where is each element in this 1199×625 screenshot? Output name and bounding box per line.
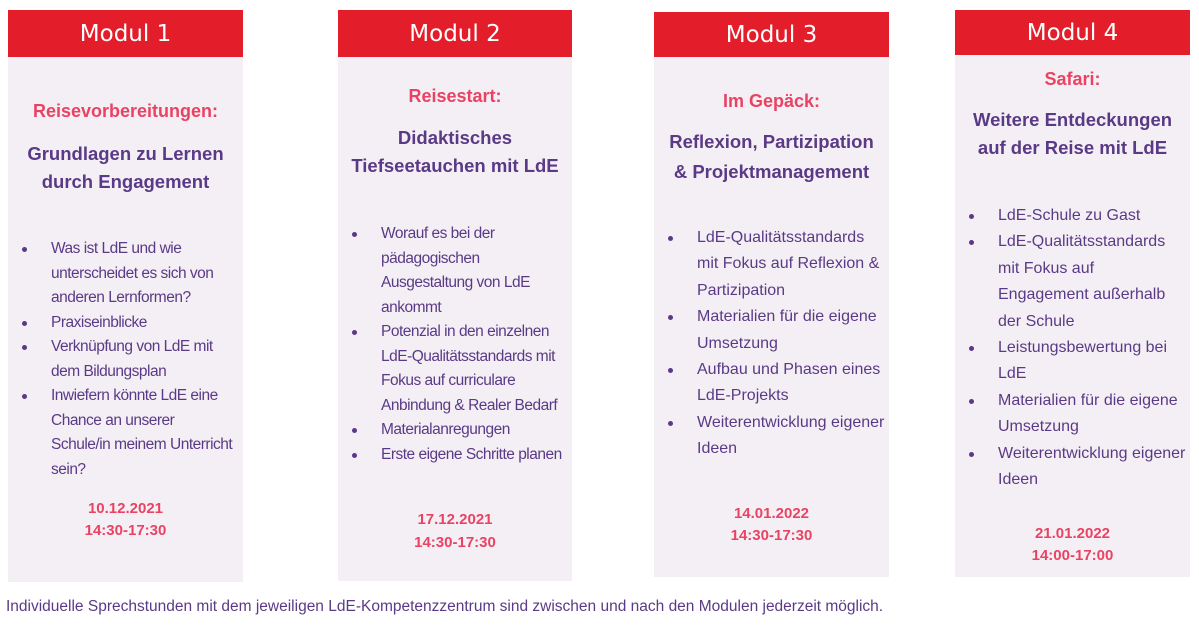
module-card-1 — [8, 57, 243, 582]
list-item: Verknüpfung von LdE mit dem Bildungsplan — [22, 335, 234, 384]
list-item: Potenzial in den einzelnen LdE-Qualitätsstandards mit Fokus auf curriculare Anbindung & Realer Bedarf — [352, 320, 564, 418]
module-heading: Reflexion, Partizipation & Projektmanagement — [669, 131, 874, 182]
module-topic-list — [352, 222, 564, 467]
module-header-2: Modul 2 — [338, 10, 572, 57]
module-date: 10.12.2021 — [87, 500, 164, 517]
module-time: 14:30-17:30 — [414, 534, 496, 551]
module-header-3: Modul 3 — [654, 12, 889, 57]
module-header-1: Modul 1 — [8, 10, 243, 57]
module-header-4: Modul 4 — [955, 10, 1190, 55]
module-heading: Didaktisches Tiefseetauchen mit LdE — [351, 127, 559, 176]
list-item: Weiterentwicklung eigener Ideen — [969, 441, 1187, 494]
module-topic-list — [668, 225, 886, 463]
list-item: LdE-Qualitätsstandards mit Fokus auf Reflexion & Partizipation — [668, 225, 886, 304]
list-item: Worauf es bei der pädagogischen Ausgestaltung von LdE ankommt — [352, 222, 564, 320]
module-subtitle: Safari: — [1044, 69, 1101, 89]
list-item: LdE-Qualitätsstandards mit Fokus auf Engagement außerhalb der Schule — [969, 229, 1187, 335]
module-heading: Grundlagen zu Lernen durch Engagement — [27, 143, 224, 192]
module-subtitle: Reisestart: — [408, 86, 502, 106]
footnote: Individuelle Sprechstunden mit dem jeweiligen LdE-Kompetenzzentrum sind zwischen und nach den Modulen jederzeit möglich. — [6, 598, 884, 615]
module-date: 17.12.2021 — [417, 511, 493, 528]
list-item: Aufbau und Phasen eines LdE-Projekts — [668, 357, 886, 410]
module-card-3 — [654, 56, 889, 577]
module-topic-list — [22, 237, 234, 482]
list-item: Leistungsbewertung bei LdE — [969, 335, 1187, 388]
list-item: Materialanregungen — [352, 418, 564, 443]
list-item: Weiterentwicklung eigener Ideen — [668, 410, 886, 463]
module-subtitle: Reisevorbereitungen: — [32, 101, 219, 121]
module-subtitle: Im Gepäck: — [722, 91, 821, 111]
module-heading: Weitere Entdeckungen auf der Reise mit LdE — [972, 109, 1173, 158]
list-item: Inwiefern könnte LdE eine Chance an unserer Schule/in meinem Unterricht sein? — [22, 384, 234, 482]
list-item: LdE-Schule zu Gast — [969, 203, 1187, 229]
module-topic-list — [969, 203, 1187, 493]
module-date: 21.01.2022 — [1034, 525, 1111, 542]
list-item: Erste eigene Schritte planen — [352, 443, 564, 468]
module-time: 14:00-17:00 — [1031, 547, 1114, 564]
list-item: Was ist LdE und wie unterscheidet es sich von anderen Lernformen? — [22, 237, 234, 311]
list-item: Materialien für die eigene Umsetzung — [969, 388, 1187, 441]
list-item: Praxiseinblicke — [22, 311, 234, 336]
module-time: 14:30-17:30 — [730, 527, 813, 544]
module-date: 14.01.2022 — [733, 505, 810, 522]
module-card-4 — [955, 54, 1190, 577]
list-item: Materialien für die eigene Umsetzung — [668, 304, 886, 357]
module-time: 14:30-17:30 — [84, 522, 167, 539]
module-card-2 — [338, 57, 572, 581]
